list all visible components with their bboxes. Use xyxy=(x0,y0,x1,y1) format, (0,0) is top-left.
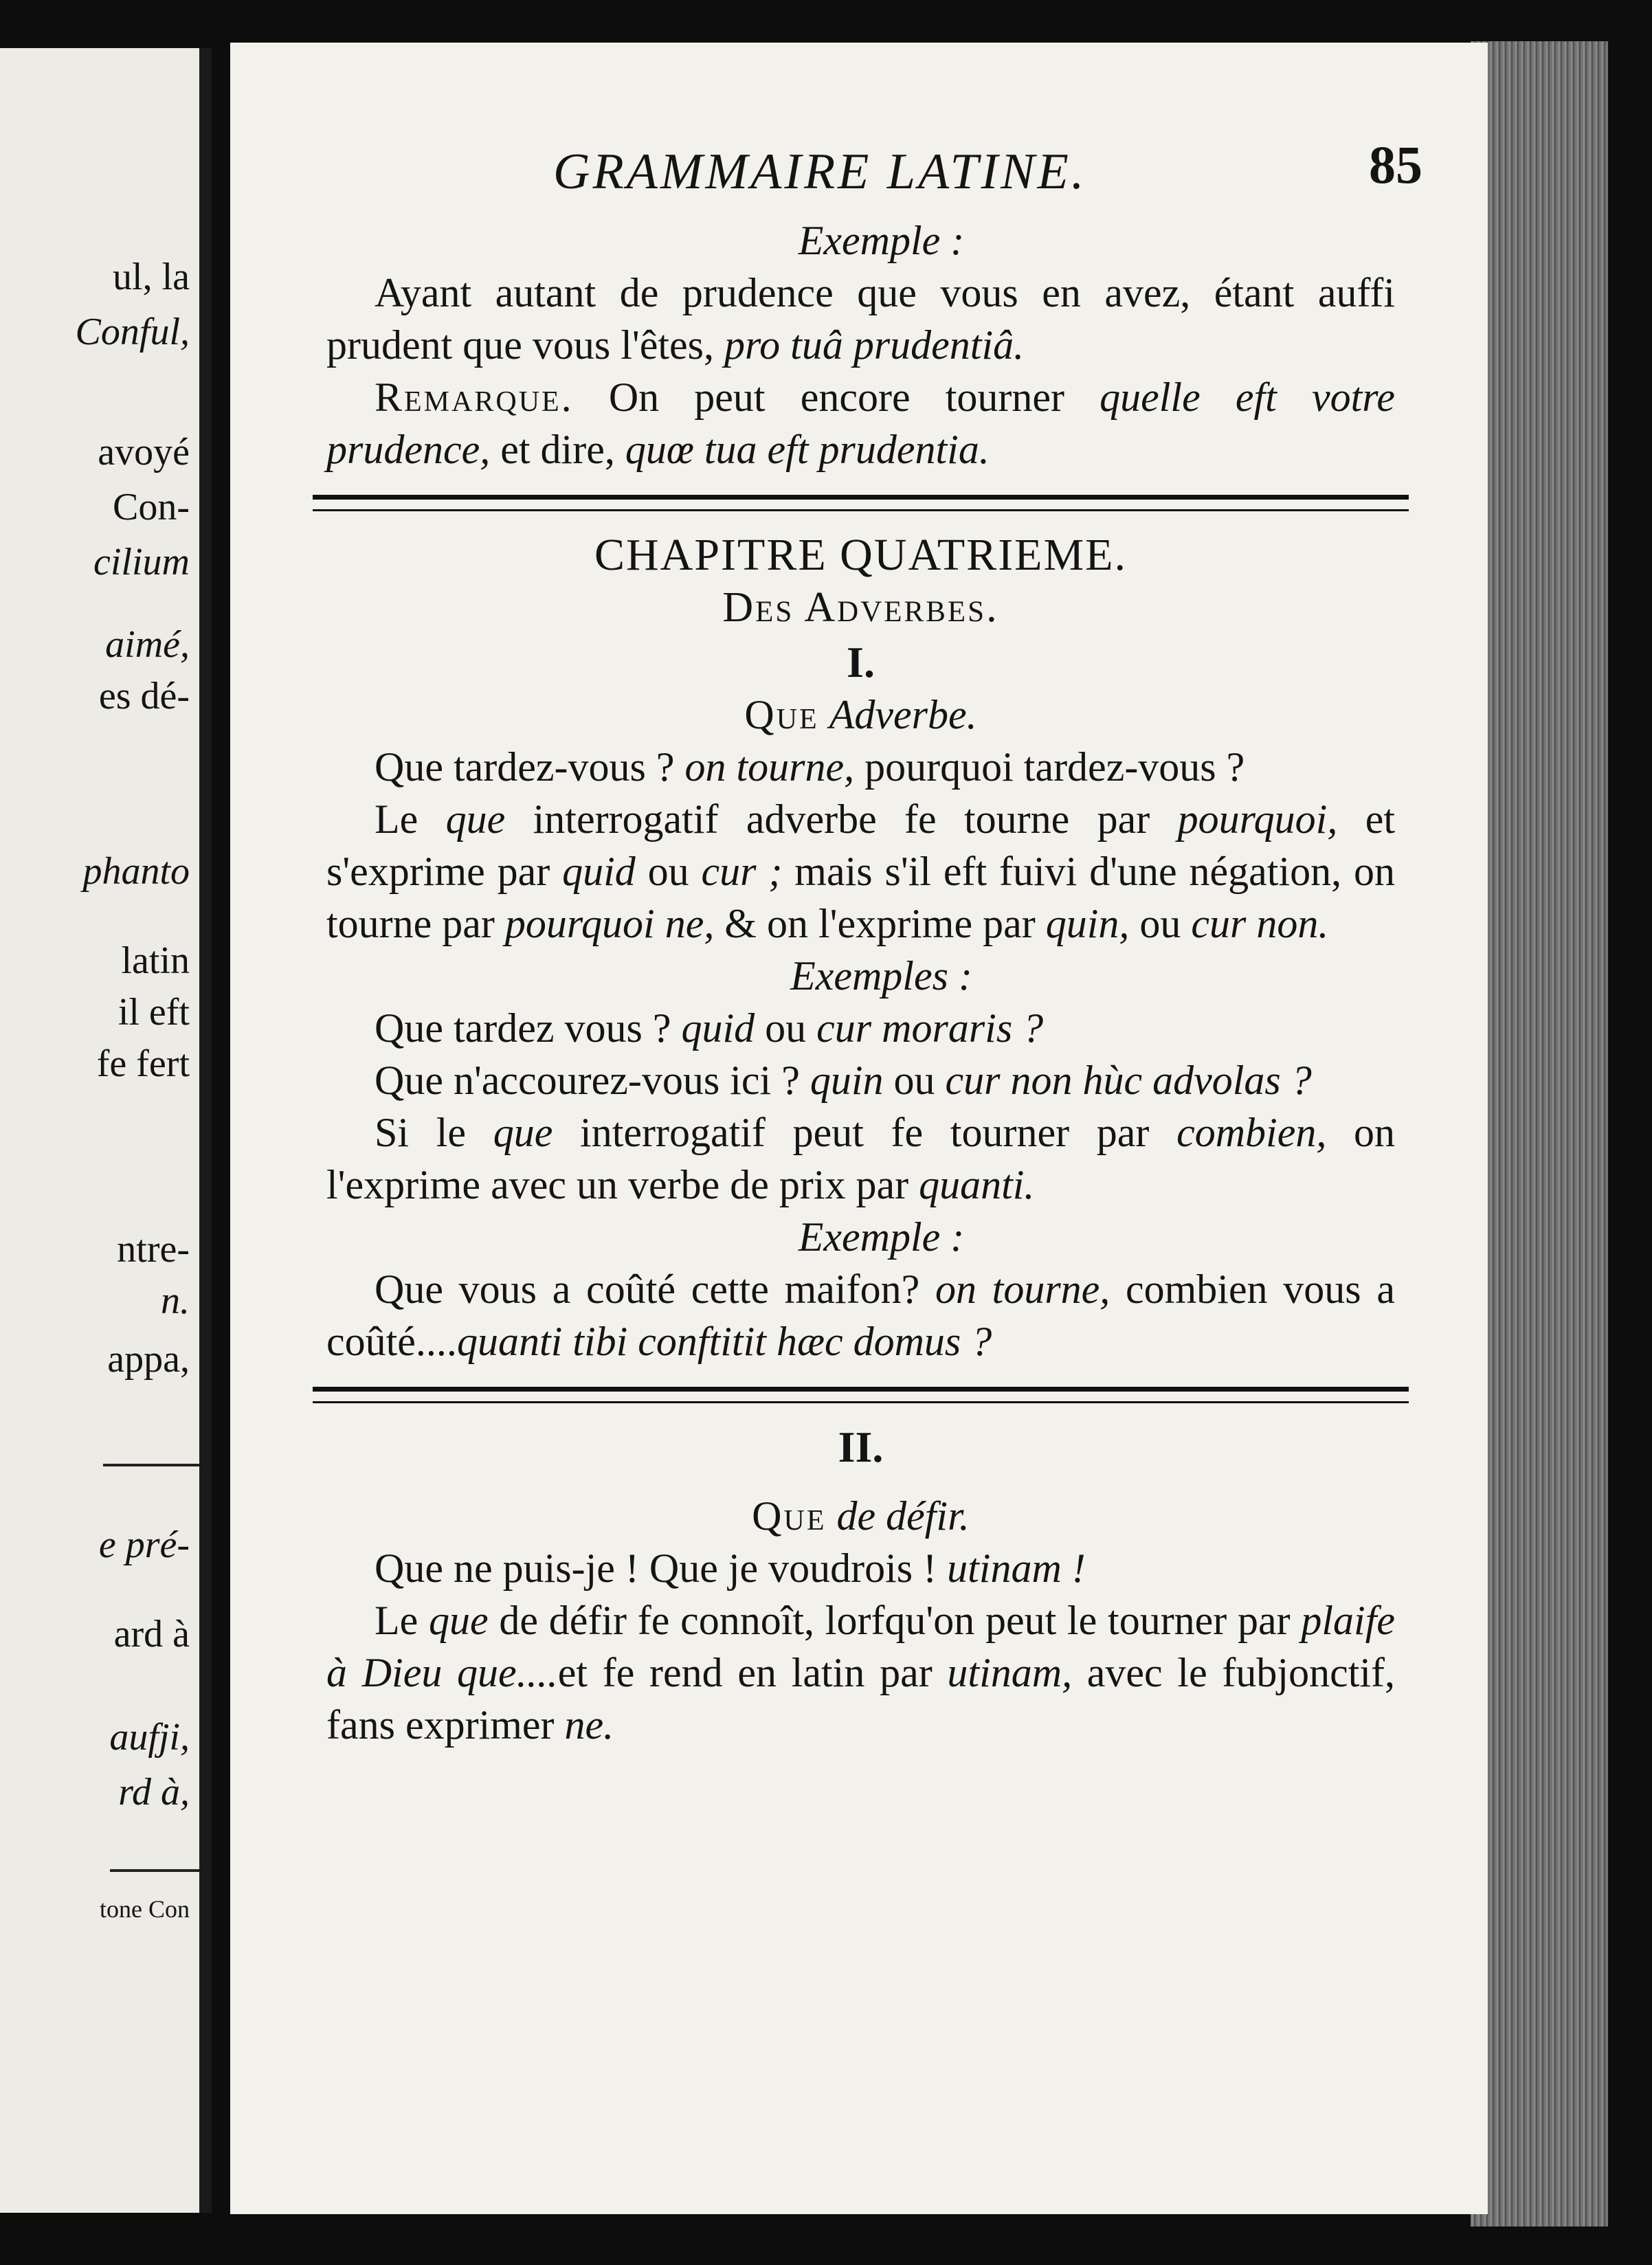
left-fragment: aufji, xyxy=(109,1716,190,1759)
paragraph xyxy=(326,793,1395,950)
text-run: on l'exprime avec un verbe de prix par xyxy=(326,1110,1396,1207)
paragraph xyxy=(326,1542,1395,1594)
left-rule xyxy=(103,1464,199,1466)
left-fragment: cilium xyxy=(93,541,190,583)
italic-text: pourquoi ne, xyxy=(504,901,715,946)
text-run: Ayant autant de prudence que vous en avez, étant auffi prudent que vous l'êtes, xyxy=(326,270,1395,368)
text-run: pourquoi tardez-vous ? xyxy=(854,744,1245,790)
page-content xyxy=(326,135,1422,1751)
italic-text: que xyxy=(493,1110,553,1155)
text-run: de défir fe connoît, lorfqu'on peut le tourner par xyxy=(488,1598,1302,1643)
left-fragment: aimé, xyxy=(105,623,190,666)
text-run: ou xyxy=(755,1005,817,1051)
left-fragment: fe fert xyxy=(96,1042,190,1085)
italic-text: cur ; xyxy=(701,849,783,894)
chapter-title: CHAPITRE QUATRIEME. xyxy=(594,530,1127,580)
running-title: GRAMMAIRE LATINE. xyxy=(553,144,1087,200)
italic-text: cur non. xyxy=(1191,901,1329,946)
italic-text: quelle eft votre prudence, xyxy=(326,375,1395,472)
left-fragment: rd à, xyxy=(118,1771,190,1814)
paragraph xyxy=(326,1106,1395,1211)
left-fragment: es dé- xyxy=(98,675,190,717)
italic-text: plaife à Dieu que.... xyxy=(326,1598,1396,1695)
text-run: et fe rend en latin par xyxy=(557,1650,948,1695)
text-run: et s'exprime par xyxy=(326,796,1395,894)
example-label: Exemple : xyxy=(798,1214,965,1260)
spacer xyxy=(326,1473,1395,1490)
text-run: Que ne puis-je ! Que je voudrois ! xyxy=(375,1546,948,1591)
text-run: & on l'exprime par xyxy=(714,901,1046,946)
latin-text: cur moraris ? xyxy=(816,1005,1044,1051)
text-run: Que vous a coûté cette maifon? xyxy=(375,1267,935,1312)
page-number: 85 xyxy=(1369,135,1422,194)
italic-text: que xyxy=(429,1598,489,1643)
italic-text: on tourne, xyxy=(684,744,855,790)
italic-text: que xyxy=(445,796,506,842)
remark-label: Remarque. xyxy=(375,375,574,420)
italic-text: on tourne, xyxy=(935,1267,1110,1312)
left-fragment: phanto xyxy=(82,850,190,893)
examples-label: Exemples : xyxy=(790,953,972,998)
left-fragment: ard à xyxy=(113,1613,190,1655)
text-run: ou xyxy=(635,849,702,894)
heading-word: Que xyxy=(752,1493,827,1539)
heading-italic: de défir. xyxy=(836,1493,970,1539)
paragraph xyxy=(326,267,1395,371)
heading-word: Que xyxy=(744,692,819,737)
left-footnote-fragment: tone Con xyxy=(100,1895,190,1923)
latin-text: pro tuâ prudentiâ. xyxy=(724,322,1025,368)
latin-text: ne. xyxy=(564,1702,614,1748)
italic-text: pourquoi, xyxy=(1177,796,1338,842)
text-run: Le xyxy=(375,796,446,842)
latin-text: quanti. xyxy=(919,1162,1035,1207)
text-run: Si le xyxy=(375,1110,493,1155)
remark-paragraph xyxy=(326,371,1395,476)
italic-text: combien, xyxy=(1176,1110,1327,1155)
left-fragment: ul, la xyxy=(113,256,190,298)
latin-text: utinam ! xyxy=(947,1546,1086,1591)
paragraph xyxy=(326,741,1395,793)
book-page xyxy=(230,43,1488,2214)
latin-text: quœ tua eft prudentia. xyxy=(625,427,990,472)
latin-text: quin xyxy=(810,1058,884,1103)
latin-text: cur non hùc advolas ? xyxy=(945,1058,1312,1103)
text-run: Que n'accourez-vous ici ? xyxy=(375,1058,810,1103)
section-divider xyxy=(313,1387,1409,1403)
text-run: Le xyxy=(375,1598,429,1643)
italic-text: quin, xyxy=(1045,901,1130,946)
left-fragment: e pré- xyxy=(98,1524,190,1566)
section-heading xyxy=(326,689,1395,741)
left-fragment: latin xyxy=(121,939,190,982)
section-numeral: II. xyxy=(838,1422,884,1471)
text-run: interrogatif peut fe tourner par xyxy=(552,1110,1177,1155)
left-fragment: ntre- xyxy=(117,1228,190,1271)
latin-text: utinam, xyxy=(947,1650,1073,1695)
section-heading xyxy=(326,1490,1395,1542)
example-line xyxy=(326,1002,1395,1054)
text-run: ou xyxy=(1129,901,1192,946)
running-head xyxy=(326,135,1422,214)
latin-text: quid xyxy=(681,1005,755,1051)
section-divider xyxy=(313,495,1409,511)
page-edges xyxy=(1471,41,1608,2227)
section-numeral: I. xyxy=(847,638,875,687)
left-fragment: Conful, xyxy=(75,311,190,353)
text-run: On peut encore tourner xyxy=(573,375,1100,420)
left-fragment: Con- xyxy=(113,486,190,528)
text-run: avec le fubjonctif, fans exprimer xyxy=(326,1650,1396,1748)
left-fragment: avoyé xyxy=(98,431,190,473)
heading-italic: Adverbe. xyxy=(829,692,977,737)
text-run: ou xyxy=(883,1058,946,1103)
left-page-fragment xyxy=(0,48,212,2213)
left-fragment: n. xyxy=(161,1280,190,1322)
example-label: Exemple : xyxy=(798,218,965,263)
example-line xyxy=(326,1054,1395,1106)
italic-text: quid xyxy=(562,849,636,894)
paragraph xyxy=(326,1594,1395,1751)
left-fragment: il eft xyxy=(118,991,190,1034)
text-run: Que tardez vous ? xyxy=(375,1005,682,1051)
left-fragment: appa, xyxy=(107,1338,190,1381)
latin-text: quanti tibi conftitit hæc domus ? xyxy=(456,1319,992,1364)
text-run: interrogatif adverbe fe tourne par xyxy=(505,796,1178,842)
text-run: combien vous a coûté.... xyxy=(326,1267,1395,1364)
chapter-subtitle: Des Adverbes. xyxy=(722,584,999,631)
text-run: Que tardez-vous ? xyxy=(375,744,685,790)
text-run: et dire, xyxy=(490,427,625,472)
text-run: mais s'il eft fuivi d'une négation, on tourne par xyxy=(326,849,1395,946)
left-rule xyxy=(110,1869,206,1872)
example-line xyxy=(326,1263,1395,1368)
